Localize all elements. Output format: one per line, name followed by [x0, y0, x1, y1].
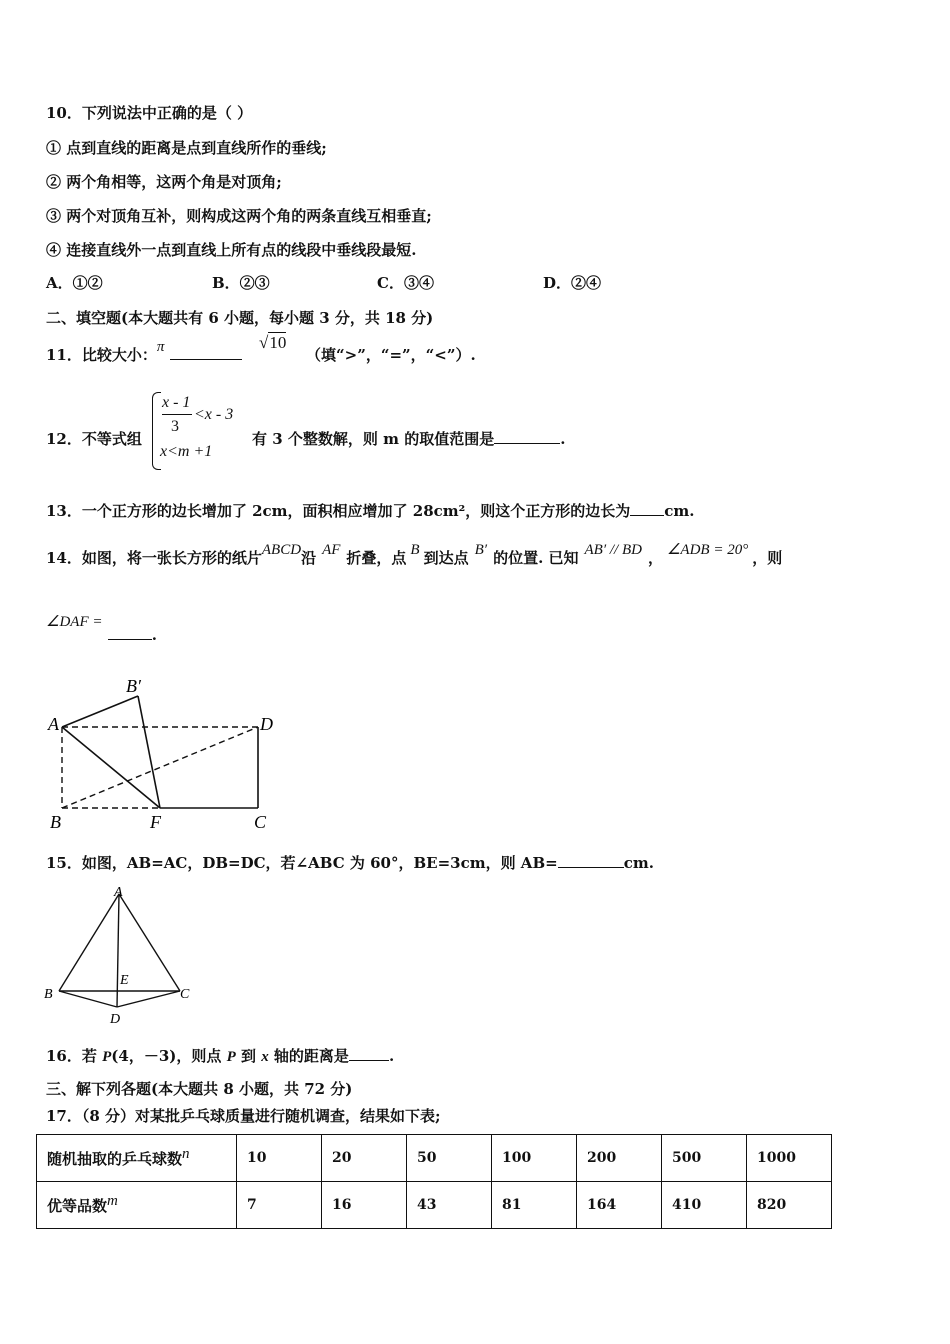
table-cell: 81 — [492, 1182, 577, 1229]
q13-end: cm. — [664, 502, 695, 520]
table-cell: 200 — [577, 1135, 662, 1182]
q11-sqrt: √10 — [259, 333, 287, 352]
table-cell: 16 — [322, 1182, 407, 1229]
q17-table — [36, 1134, 832, 1229]
table-cell: 100 — [492, 1135, 577, 1182]
q14-parallel: AB′ // BD — [584, 542, 642, 558]
q16-part-4: 轴的距离是 — [268, 1047, 349, 1065]
q14-part-1: 14．如图，将一张长方形的纸片 — [46, 549, 262, 567]
q14-comma: ， — [647, 549, 663, 567]
q10-choice-b[interactable]: B．②③ — [212, 274, 270, 292]
q15-text: 15．如图，AB=AC，DB=DC，若∠ABC 为 60°，BE=3cm，则 AB= — [46, 854, 558, 872]
q16-line — [46, 1045, 394, 1066]
table-cell: 410 — [662, 1182, 747, 1229]
table-cell: 500 — [662, 1135, 747, 1182]
q17-stem: 17．（8 分）对某批乒乓球质量进行随机调查，结果如下表; — [46, 1107, 441, 1125]
q14-part-4: 到达点 — [423, 549, 469, 567]
q10-statement-1: ① 点到直线的距离是点到直线所作的垂线; — [46, 139, 327, 157]
q14-label-d: D — [260, 714, 273, 734]
q12-inequality-system — [152, 392, 252, 468]
q15-label-b: B — [44, 987, 53, 1002]
q14-part-3: 折叠，点 — [346, 549, 407, 567]
q16-blank[interactable] — [349, 1060, 389, 1061]
q10-choice-a[interactable]: A．①② — [46, 274, 103, 292]
section-2-heading: 二、填空题(本大题共有 6 小题，每小题 3 分，共 18 分) — [46, 309, 434, 327]
row2-label: 优等品数 — [47, 1196, 108, 1215]
table-cell: 50 — [407, 1135, 492, 1182]
q14-angle-adb: ∠ADB = 20° — [666, 542, 749, 558]
segment-cd — [117, 991, 180, 1007]
q12-suffix-line — [252, 428, 565, 449]
table-cell: 164 — [577, 1182, 662, 1229]
q14-end: . — [151, 626, 157, 644]
q12-fraction-bar — [162, 414, 192, 415]
q10-stem: 10．下列说法中正确的是（ ） — [46, 104, 253, 122]
table-cell: 20 — [322, 1135, 407, 1182]
q11-line — [46, 339, 242, 365]
row1-label: 随机抽取的乒乓球数 — [47, 1149, 183, 1168]
q16-x-axis: x — [261, 1049, 269, 1065]
table-cell: 820 — [747, 1182, 832, 1229]
q16-part-2: (4，－3)，则点 — [111, 1047, 227, 1065]
q16-part-3: 到 — [235, 1047, 262, 1065]
segment-ab — [59, 894, 119, 991]
section-3-heading: 三、解下列各题(本大题共 8 小题，共 72 分) — [46, 1080, 353, 1098]
q15-label-e: E — [120, 973, 129, 988]
q10-choice-d[interactable]: D．②④ — [543, 274, 602, 292]
q16-point-p: P — [102, 1049, 112, 1065]
table-row-label — [37, 1135, 237, 1182]
q15-label-c: C — [180, 987, 190, 1002]
q11-radicand: 10 — [269, 333, 287, 352]
table-cell: 1000 — [747, 1135, 832, 1182]
q15-figure — [40, 884, 200, 1026]
q16-part-1: 16．若 — [46, 1047, 103, 1065]
table-row — [37, 1135, 832, 1182]
q15-label-a: A — [114, 885, 123, 900]
q14-part-2: 沿 — [301, 549, 317, 567]
q10-statement-3: ③ 两个对顶角互补，则构成这两个角的两条直线互相垂直; — [46, 207, 432, 225]
q12-numerator: x - 1 — [162, 394, 191, 411]
segment-af — [62, 727, 160, 808]
table-cell: 10 — [237, 1135, 322, 1182]
table-row-label — [37, 1182, 237, 1229]
q10-statement-4: ④ 连接直线外一点到直线上所有点的线段中垂线段最短. — [46, 241, 417, 259]
q14-angle-daf: ∠DAF = — [46, 614, 103, 630]
table-cell: 7 — [237, 1182, 322, 1229]
q11-prefix: 11．比较大小： — [46, 346, 157, 364]
q14-part-5: 的位置. 已知 — [493, 549, 579, 567]
q14-abcd: ABCD — [261, 542, 302, 558]
q12-blank[interactable] — [494, 443, 560, 444]
q16-end: . — [388, 1047, 395, 1065]
q14-label-b-prime: B′ — [126, 676, 141, 696]
q14-b-prime: B′ — [474, 542, 488, 558]
q14-answer-line — [46, 612, 157, 644]
q12-denominator: 3 — [171, 418, 179, 435]
row1-var: n — [182, 1145, 190, 1162]
table-cell: 43 — [407, 1182, 492, 1229]
q12-inequality-2: x<m +1 — [160, 443, 213, 460]
q11-pi: π — [156, 339, 165, 355]
q14-label-c: C — [254, 812, 267, 832]
q14-line — [46, 542, 783, 568]
q14-label-a: A — [48, 714, 59, 734]
q14-b: B — [410, 542, 420, 558]
q12-inequality-1: <x - 3 — [194, 406, 234, 423]
q11-suffix: （填“>”，“=”，“<”）. — [306, 346, 476, 364]
q14-af: AF — [322, 542, 341, 558]
q12-suffix: 有 3 个整数解，则 m 的取值范围是 — [252, 430, 495, 448]
q14-part-6: ，则 — [752, 549, 783, 567]
q13-line — [46, 500, 694, 521]
q14-label-b: B — [50, 812, 61, 832]
q14-blank[interactable] — [108, 639, 152, 640]
q14-label-f: F — [150, 812, 161, 832]
q13-text: 13．一个正方形的边长增加了 2cm，面积相应增加了 28cm²，则这个正方形的边长为 — [46, 502, 631, 520]
segment-ab-prime — [62, 696, 138, 727]
q13-blank[interactable] — [630, 515, 664, 516]
q12-end: . — [560, 430, 566, 448]
row2-var: m — [107, 1192, 118, 1209]
segment-bd — [59, 991, 117, 1007]
segment-b-prime-f — [138, 696, 160, 808]
q14-figure — [40, 672, 290, 834]
segment-ad — [117, 894, 119, 1007]
segment-bd — [62, 727, 258, 808]
q15-label-d: D — [110, 1012, 121, 1026]
q15-line — [46, 852, 654, 873]
q15-end: cm. — [623, 854, 654, 872]
table-row — [37, 1182, 832, 1229]
q11-blank[interactable] — [170, 359, 242, 360]
q12-prefix: 12．不等式组 — [46, 430, 142, 448]
q15-blank[interactable] — [558, 867, 624, 868]
q10-choice-c[interactable]: C．③④ — [377, 274, 434, 292]
q10-statement-2: ② 两个角相等，这两个角是对顶角; — [46, 173, 282, 191]
q16-point-p-2: P — [226, 1049, 236, 1065]
